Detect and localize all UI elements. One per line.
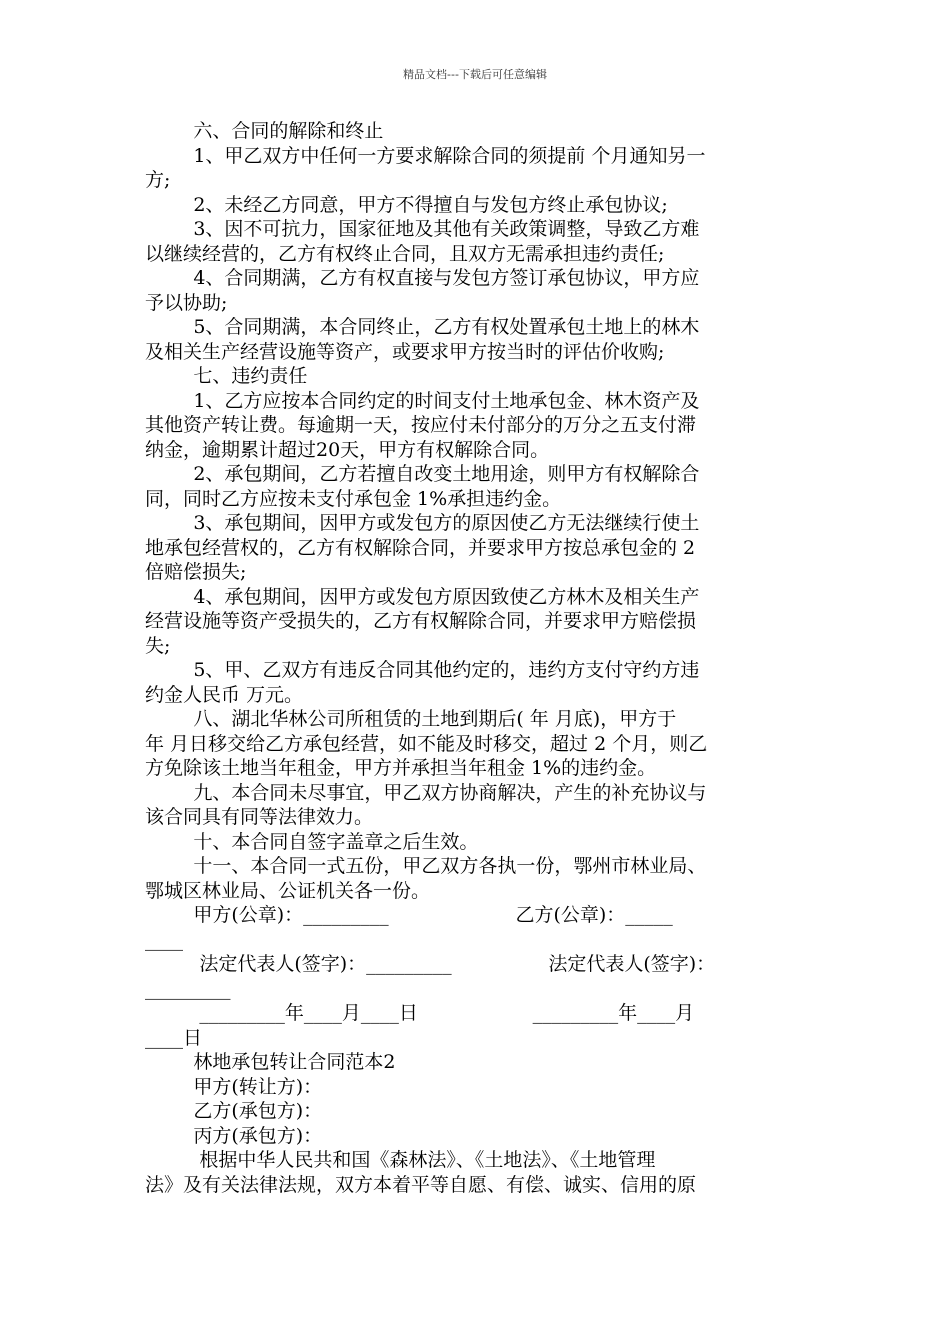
text-line: 法》及有关法律法规，双方本着平等自愿、有偿、诚实、信用的原: [145, 1173, 697, 1196]
text-line: 其他资产转让费。每逾期一天，按应付未付部分的万分之五支付滞: [145, 414, 697, 436]
text-line: 甲方(公章)：_________ 乙方(公章)：_____: [145, 904, 673, 926]
text-line: 法定代表人(签字)：_________ 法定代表人(签字)：: [145, 953, 716, 975]
text-line: 林地承包转让合同范本2: [145, 1051, 396, 1073]
text-line: 该合同具有同等法律效力。: [145, 806, 374, 828]
text-line: 丙方(承包方)：: [145, 1124, 323, 1147]
text-line: 十、本合同自签字盖章之后生效。: [145, 830, 479, 853]
text-line: 及相关生产经营设施等资产，或要求甲方按当时的评估价收购;: [145, 340, 665, 363]
text-line: 以继续经营的，乙方有权终止合同，且双方无需承担违约责任;: [145, 242, 665, 265]
text-line: 3、承包期间，因甲方或发包方的原因使乙方无法继续行使土: [145, 512, 700, 534]
text-line: 乙方(承包方)：: [145, 1100, 323, 1122]
text-line: 倍赔偿损失;: [145, 561, 247, 583]
text-line: ____日: [145, 1026, 203, 1049]
text-line: 八、湖北华林公司所租赁的土地到期后( 年 月底)，甲方于: [145, 708, 677, 730]
text-line: 七、违约责任: [145, 365, 308, 387]
text-line: 经营设施等资产受损失的，乙方有权解除合同，并要求甲方赔偿损: [145, 610, 697, 632]
text-line: 3、因不可抗力，国家征地及其他有关政策调整，导致乙方难: [145, 218, 700, 240]
text-line: 纳金，逾期累计超过20天，甲方有权解除合同。: [145, 438, 550, 461]
text-line: 约金人民币 万元。: [145, 683, 304, 706]
text-line: 予以协助;: [145, 291, 228, 314]
text-line: 九、本合同未尽事宜，甲乙双方协商解决，产生的补充协议与: [145, 781, 707, 804]
text-line: 方;: [145, 169, 171, 191]
text-line: 4、承包期间，因甲方或发包方原因致使乙方林木及相关生产: [145, 585, 700, 608]
text-line: 甲方(转让方)：: [145, 1075, 323, 1098]
text-line: 4、合同期满，乙方有权直接与发包方签订承包协议，甲方应: [145, 267, 700, 289]
text-line: 鄂城区林业局、公证机关各一份。: [145, 879, 431, 902]
text-line: _________: [145, 977, 231, 1000]
text-line: 1、乙方应按本合同约定的时间支付土地承包金、林木资产及: [145, 389, 700, 412]
text-line: 十一、本合同一式五份，甲乙双方各执一份，鄂州市林业局、: [145, 855, 707, 877]
text-line: 六、合同的解除和终止: [145, 120, 384, 142]
text-line: 根据中华人民共和国《森林法》、《土地法》、《土地管理: [145, 1149, 656, 1171]
text-line: 5、合同期满，本合同终止，乙方有权处置承包土地上的林木: [145, 316, 700, 338]
text-line: 2、未经乙方同意，甲方不得擅自与发包方终止承包协议;: [145, 193, 668, 216]
text-line: 年 月日移交给乙方承包经营，如不能及时移交，超过 2 个月，则乙: [145, 732, 708, 755]
text-line: 地承包经营权的，乙方有权解除合同，并要求甲方按总承包金的 2: [145, 536, 696, 559]
text-line: 失;: [145, 634, 171, 657]
text-line: _________年____月____日 _________年____月: [145, 1002, 695, 1024]
text-line: 1、甲乙双方中任何一方要求解除合同的须提前 个月通知另一: [145, 144, 706, 167]
text-line: ____: [145, 928, 183, 951]
text-line: 2、承包期间，乙方若擅自改变土地用途，则甲方有权解除合: [145, 463, 700, 485]
document-body: [145, 119, 807, 1197]
text-line: 5、甲、乙双方有违反合同其他约定的，违约方支付守约方违: [145, 659, 700, 681]
text-line: 同，同时乙方应按未支付承包金 1%承担违约金。: [145, 487, 562, 510]
page-header: 精品文档---下载后可任意编辑: [403, 68, 547, 81]
text-line: 方免除该土地当年租金，甲方并承担当年租金 1%的违约金。: [145, 757, 657, 779]
